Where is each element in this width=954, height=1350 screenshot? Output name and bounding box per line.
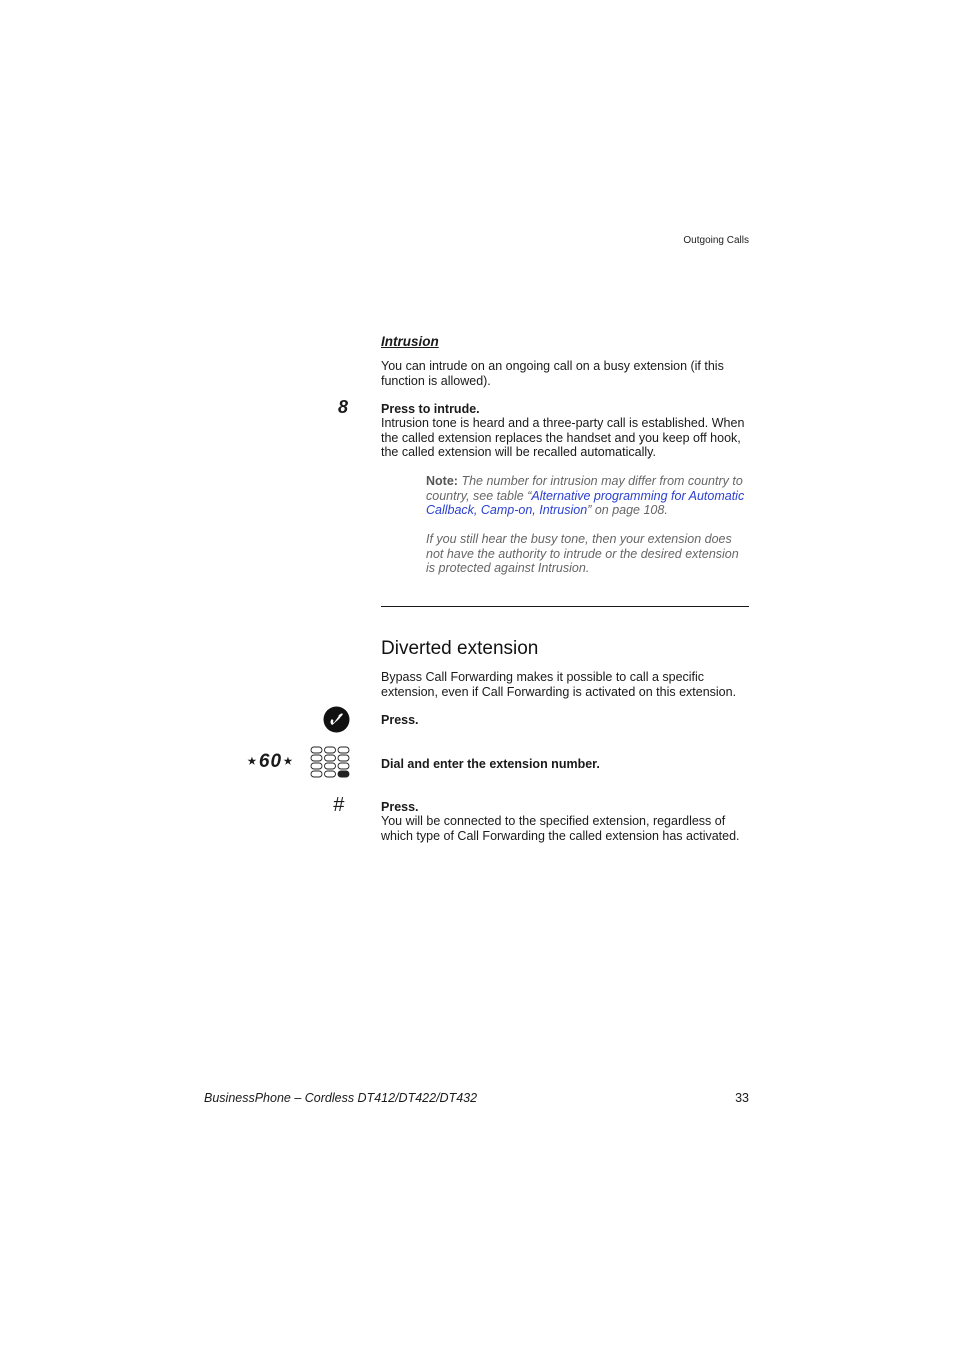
intrusion-note-2: If you still hear the busy tone, then your extension does not have the authority to intrude or the desired extension is protected against Intrusion. <box>426 532 739 576</box>
key-8-symbol: 8 <box>338 397 349 417</box>
diverted-step2-label: Dial and enter the extension number. <box>381 757 600 771</box>
running-header: Outgoing Calls <box>683 235 749 246</box>
note-label: Note: <box>426 474 458 488</box>
intrusion-note <box>426 474 750 518</box>
diverted-step3-label: Press. <box>381 800 419 814</box>
diverted-step3-text: You will be connected to the specified extension, regardless of which type of Call Forwarding the called extension has activated. <box>381 814 740 843</box>
diverted-intro: Bypass Call Forwarding makes it possible to call a specific extension, even if Call Forwarding is activated on this extension. <box>381 670 737 699</box>
hash-key-symbol: # <box>333 794 345 816</box>
keypad-icon <box>310 746 350 780</box>
section-divider <box>381 606 749 607</box>
intrude-step-label: Press to intrude. <box>381 402 480 416</box>
phone-handset-icon <box>323 706 350 733</box>
intrude-step-text: Intrusion tone is heard and a three-party call is established. When the called extension replaces the handset and you keep off hook, the called extension will be recalled automatically. <box>381 416 745 460</box>
note-text-before: The number for intrusion may differ from country to country, see table “ <box>426 474 743 503</box>
diverted-step1-label: Press. <box>381 713 419 727</box>
note-text-after: ” on page 108. <box>587 503 668 518</box>
intrusion-intro: You can intrude on an ongoing call on a busy extension (if this function is allowed). <box>381 359 724 388</box>
note-cross-reference-link[interactable]: Alternative programming for Automatic Callback, Camp-on, Intrusion <box>426 488 745 518</box>
dial-code: ⋆60⋆ <box>246 751 295 772</box>
page-number: 33 <box>735 1091 749 1105</box>
diverted-extension-heading: Diverted extension <box>381 638 539 659</box>
intrusion-heading: Intrusion <box>381 334 439 349</box>
footer-product-name: BusinessPhone – Cordless DT412/DT422/DT432 <box>204 1091 478 1105</box>
